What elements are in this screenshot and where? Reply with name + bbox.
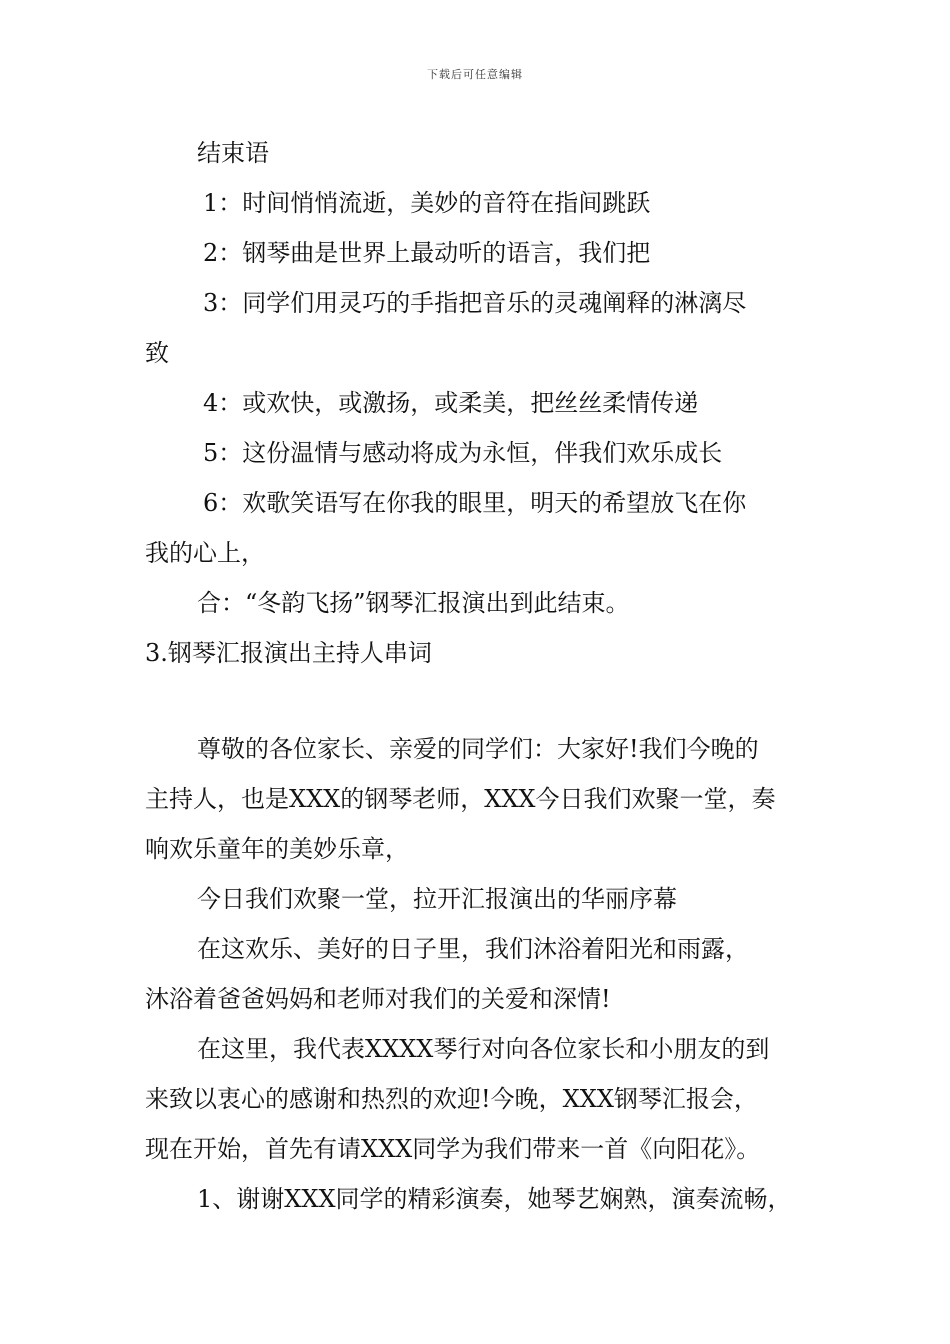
speech-line-8: 来致以衷心的感谢和热烈的欢迎!今晚，XXX钢琴汇报会， [145, 1085, 758, 1113]
ending-closing-line: 合：“冬韵飞扬”钢琴汇报演出到此结束。 [197, 589, 630, 617]
ending-line-4: 4：或欢快，或激扬，或柔美，把丝丝柔情传递 [203, 389, 699, 417]
ending-line-5: 5：这份温情与感动将成为永恒，伴我们欢乐成长 [203, 439, 723, 467]
ending-line-3-cont: 致 [145, 339, 169, 367]
speech-line-4: 今日我们欢聚一堂，拉开汇报演出的华丽序幕 [197, 885, 677, 913]
speech-line-10: 1、谢谢XXX同学的精彩演奏，她琴艺娴熟，演奏流畅， [197, 1185, 792, 1213]
ending-line-6-cont: 我的心上， [145, 539, 265, 567]
speech-line-7: 在这里，我代表XXXX琴行对向各位家长和小朋友的到 [197, 1035, 770, 1063]
speech-line-6: 沐浴着爸爸妈妈和老师对我们的关爱和深情! [145, 985, 611, 1013]
speech-line-2: 主持人，也是XXX的钢琴老师，XXX今日我们欢聚一堂，奏 [145, 785, 776, 813]
ending-line-3: 3：同学们用灵巧的手指把音乐的灵魂阐释的淋漓尽 [203, 289, 747, 317]
speech-line-9: 现在开始，首先有请XXX同学为我们带来一首《向阳花》。 [145, 1135, 761, 1163]
speech-line-5: 在这欢乐、美好的日子里，我们沐浴着阳光和雨露， [197, 935, 749, 963]
page-header-note: 下载后可任意编辑 [427, 68, 523, 81]
ending-line-1: 1：时间悄悄流逝，美妙的音符在指间跳跃 [203, 189, 651, 217]
speech-line-3: 响欢乐童年的美妙乐章， [145, 835, 409, 863]
ending-title: 结束语 [197, 139, 269, 167]
speech-line-1: 尊敬的各位家长、亲爱的同学们：大家好!我们今晚的 [197, 735, 759, 763]
ending-line-2: 2：钢琴曲是世界上最动听的语言，我们把 [203, 239, 651, 267]
section-heading: 3.钢琴汇报演出主持人串词 [145, 639, 432, 667]
ending-line-6: 6：欢歌笑语写在你我的眼里，明天的希望放飞在你 [203, 489, 747, 517]
